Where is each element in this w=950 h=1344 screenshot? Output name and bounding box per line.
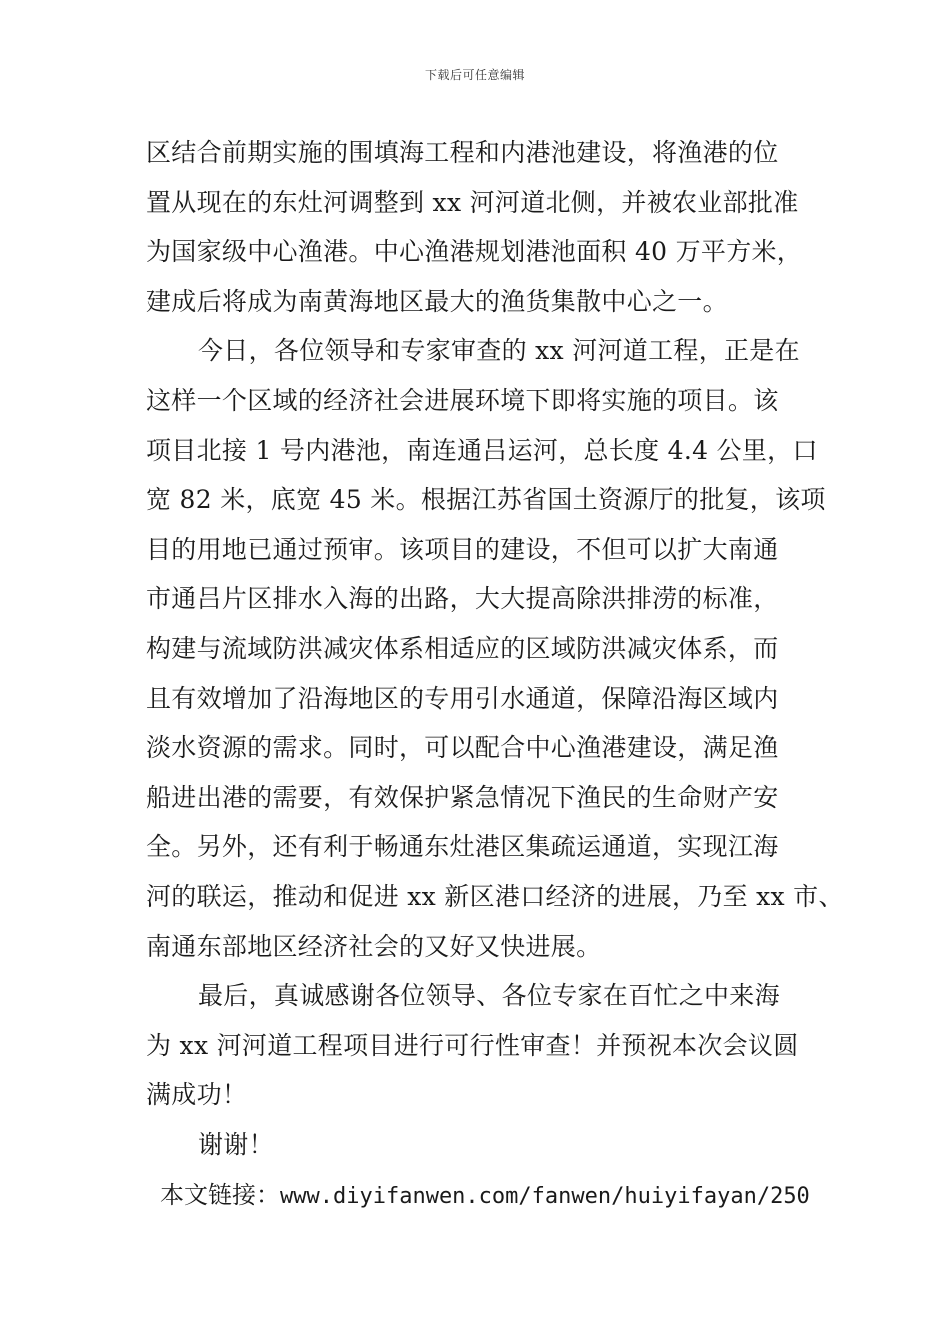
text-line: 南通东部地区经济社会的又好又快进展。 <box>146 931 602 961</box>
article-link-url[interactable]: www.diyifanwen.com/fanwen/huiyifayan/250 <box>280 1184 810 1209</box>
text-line: 建成后将成为南黄海地区最大的渔货集散中心之一。 <box>146 286 728 316</box>
text-line: 淡水资源的需求。同时，可以配合中心渔港建设，满足渔 <box>146 733 779 763</box>
closing-thanks: 谢谢！ <box>198 1129 274 1159</box>
document-body <box>146 128 844 1169</box>
article-link <box>160 1170 820 1220</box>
text-line: 市通吕片区排水入海的出路，大大提高除洪排涝的标准， <box>146 584 779 614</box>
text-line: 构建与流域防洪减灾体系相适应的区域防洪减灾体系，而 <box>146 633 779 663</box>
text-line: 宽 82 米，底宽 45 米。根据江苏省国土资源厅的批复，该项 <box>146 485 826 515</box>
text-line: 目的用地已通过预审。该项目的建设，不但可以扩大南通 <box>146 534 779 564</box>
paragraph-start-line: 最后，真诚感谢各位领导、各位专家在百忙之中来海 <box>198 981 780 1011</box>
text-line: 项目北接 1 号内港池，南连通吕运河，总长度 4.4 公里，口 <box>146 435 818 465</box>
text-line: 船进出港的需要，有效保护紧急情况下渔民的生命财产安 <box>146 782 779 812</box>
paragraph-start-line: 今日，各位领导和专家审查的 xx 河河道工程，正是在 <box>198 336 800 366</box>
text-line: 满成功！ <box>146 1080 248 1110</box>
text-line: 置从现在的东灶河调整到 xx 河河道北侧，并被农业部批准 <box>146 187 799 217</box>
text-line: 河的联运，推动和促进 xx 新区港口经济的进展，乃至 xx 市、 <box>146 881 844 911</box>
text-line: 区结合前期实施的围填海工程和内港池建设，将渔港的位 <box>146 138 779 167</box>
page-header-note: 下载后可任意编辑 <box>424 68 525 82</box>
text-line: 这样一个区域的经济社会进展环境下即将实施的项目。该 <box>146 385 779 415</box>
text-line: 为 xx 河河道工程项目进行可行性审查！并预祝本次会议圆 <box>146 1030 799 1060</box>
text-line: 全。另外，还有利于畅通东灶港区集疏运通道，实现江海 <box>146 832 779 862</box>
article-link-label: 本文链接： <box>160 1181 280 1209</box>
text-line: 且有效增加了沿海地区的专用引水通道，保障沿海区域内 <box>146 683 779 713</box>
text-line: 为国家级中心渔港。中心渔港规划港池面积 40 万平方米， <box>146 237 803 267</box>
